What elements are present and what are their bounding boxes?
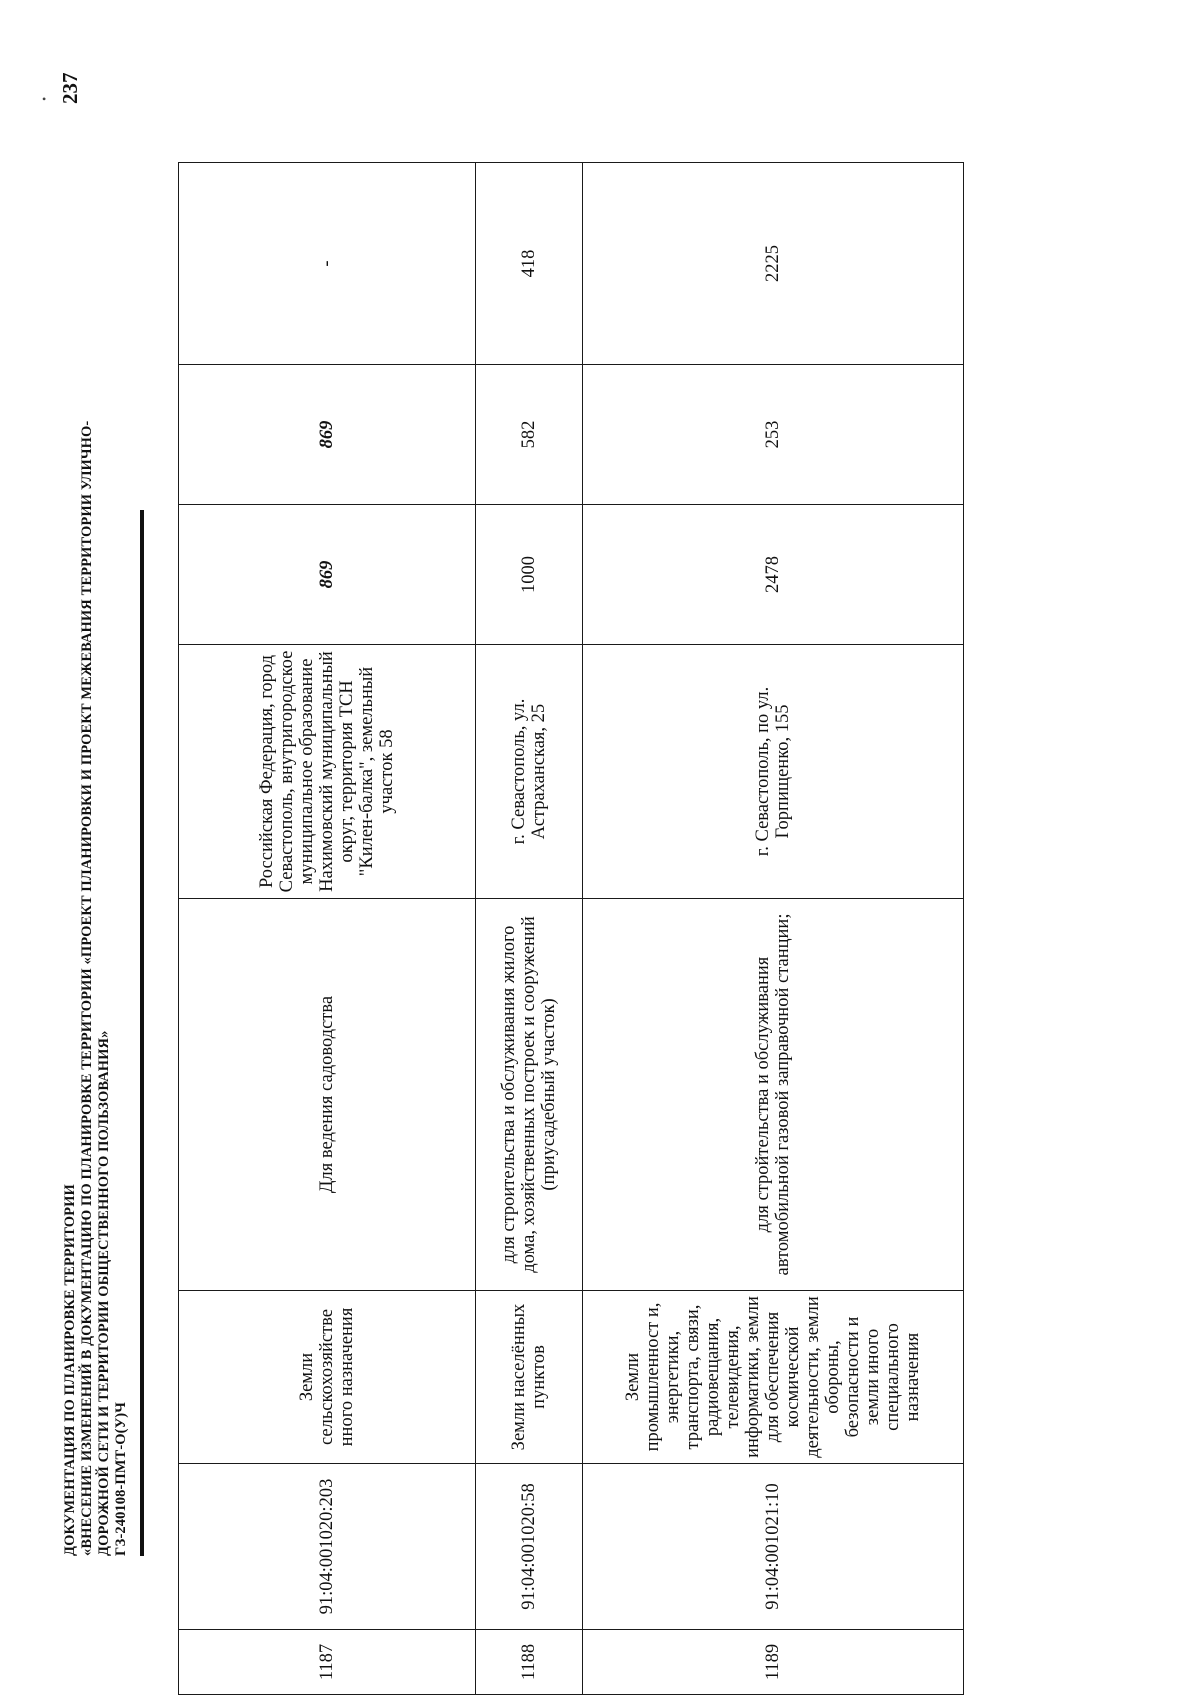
table-row (476, 163, 583, 1695)
header-rule (140, 510, 144, 1556)
address-cell: г. Севастополь, ул. Астраханская, 25 (476, 645, 583, 899)
land-category-cell: Земли промышленност и, энергетики, транспорта, связи, радиовещания, телевидения, информатики, земли для обеспечения космической деятельности, земли обороны, безопасности и земли иного специального назначения (583, 1291, 964, 1464)
header-line-3: ДОРОЖНОЙ СЕТИ И ТЕРРИТОРИИ ОБЩЕСТВЕННОГО ПОЛЬЗОВАНИЯ» (96, 1030, 112, 1556)
area-cell: 2225 (583, 163, 964, 365)
permitted-use-cell: для строительства и обслуживания жилого дома, хозяйственных построек и сооружений (приусадебный участок) (476, 899, 583, 1291)
row-number-cell: 1188 (476, 1630, 583, 1695)
area-cell: 418 (476, 163, 583, 365)
land-category-cell: Земли сельскохозяйстве нного назначения (179, 1291, 476, 1464)
land-plots-table (178, 162, 964, 1695)
address-cell: Российская Федерация, город Севастополь, внутригородское муниципальное образование Нахимовский муниципальный округ, территория ТСН "Килен-балка", земельный участок 58 (179, 645, 476, 899)
header-line-2: «ВНЕСЕНИЕ ИЗМЕНЕНИЙ В ДОКУМЕНТАЦИЮ ПО ПЛАНИРОВКЕ ТЕРРИТОРИИ «ПРОЕКТ ПЛАНИРОВКИ И ПРОЕКТ МЕЖЕВАНИЯ ТЕРРИТОРИИ УЛИЧНО- (79, 420, 95, 1556)
row-number-cell: 1189 (583, 1630, 964, 1695)
area-cell: 869 (179, 505, 476, 645)
cadastral-number-cell: 91:04:001020:58 (476, 1464, 583, 1630)
header-line-4: ГЗ-240108-ПМТ-О(У)Ч (113, 1402, 129, 1556)
table-row (583, 163, 964, 1695)
area-cell: 253 (583, 365, 964, 505)
scan-speck: • (42, 92, 47, 106)
cadastral-number-cell: 91:04:001021:10 (583, 1464, 964, 1630)
address-cell: г. Севастополь, по ул. Горпищенко, 155 (583, 645, 964, 899)
area-cell: 1000 (476, 505, 583, 645)
land-category-cell: Земли населённых пунктов (476, 1291, 583, 1464)
permitted-use-cell: для стройтельства и обслуживания автомобильной газовой заправочной станции; (583, 899, 964, 1291)
page-number: 237 (58, 72, 82, 104)
area-cell: 582 (476, 365, 583, 505)
area-cell: - (179, 163, 476, 365)
table-row (179, 163, 476, 1695)
permitted-use-cell: Для ведения садоводства (179, 899, 476, 1291)
header-line-1: ДОКУМЕНТАЦИЯ ПО ПЛАНИРОВКЕ ТЕРРИТОРИИ (62, 1184, 78, 1556)
cadastral-number-cell: 91:04:001020:203 (179, 1464, 476, 1630)
area-cell: 2478 (583, 505, 964, 645)
document-header (62, 156, 130, 1556)
area-cell: 869 (179, 365, 476, 505)
row-number-cell: 1187 (179, 1630, 476, 1695)
